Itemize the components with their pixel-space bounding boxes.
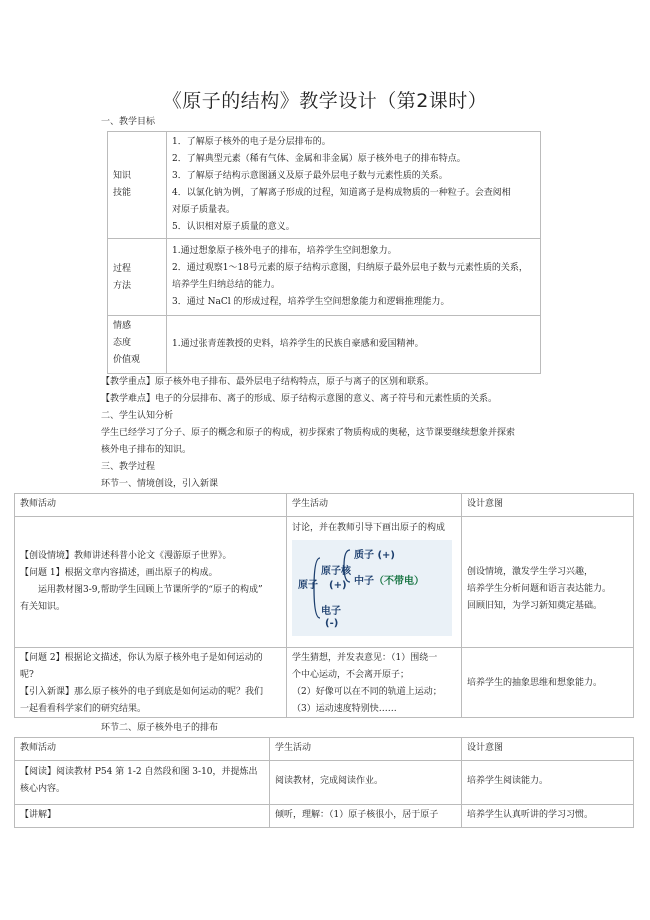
diagram-nucleus-charge: (+): [329, 580, 347, 591]
diagram-neutron: 中子（不带电）: [354, 576, 424, 587]
step2-header-intent: 设计意图: [467, 743, 504, 753]
step2-row2-teacher: 【讲解】: [20, 810, 57, 820]
diagram-proton: 质子 (+): [354, 550, 396, 561]
objective-item: 5．认识相对原子质量的意义。: [172, 222, 295, 232]
objective-item: 2．了解典型元素（稀有气体、金属和非金属）原子核外电子的排布特点。: [172, 154, 466, 164]
section-heading-objectives: 一、教学目标: [101, 117, 156, 127]
atom-structure-diagram: [292, 540, 452, 636]
objective-item: 1.通过张青莲教授的史料，培养学生的民族自豪感和爱国精神。: [172, 339, 424, 349]
step1-header-intent: 设计意图: [467, 499, 504, 509]
step1-row1-student: 讨论，并在教师引导下画出原子的构成: [292, 523, 446, 533]
page-title: 《原子的结构》教学设计（第2课时）: [162, 90, 488, 112]
step1-title: 环节一、情境创设，引入新课: [101, 479, 219, 489]
objective-item: 4．以氯化钠为例，了解离子形成的过程，知道离子是构成物质的一种粒子。会查阅相: [172, 188, 511, 198]
objective-item: 1.通过想象原子核外电子的排布，培养学生空间想象力。: [172, 246, 397, 256]
section-heading-process: 三、教学过程: [101, 462, 156, 472]
difficulties: 【教学难点】电子的分层排布、离子的形成、原子结构示意图的意义、离子符号和元素性质的关系。: [101, 394, 498, 404]
step2-row1-intent: 培养学生阅读能力。: [467, 776, 549, 786]
objective-item: 2．通过观察1～18号元素的原子结构示意图，归纳原子最外层电子数与元素性质的关系，: [172, 263, 528, 273]
step2-row2-intent: 培养学生认真听讲的学习习惯。: [467, 810, 594, 820]
section-heading-analysis: 二、学生认知分析: [101, 411, 174, 421]
step2-header-student: 学生活动: [275, 743, 312, 753]
diagram-atom-label: 原子: [298, 580, 318, 591]
step2-title: 环节二、原子核外电子的排布: [101, 723, 219, 733]
objective-label-values: 情感 态度 价值观: [113, 321, 141, 365]
objective-items-knowledge: [172, 134, 511, 236]
objective-label-process: 过程 方法: [113, 264, 132, 291]
objective-items-values: [172, 336, 424, 353]
step1-row1-teacher: 【创设情境】教师讲述科普小论文《漫游原子世界》。 【问题 1】根据文章内容描述，画出原子的构成。 运用教材图3-9,帮助学生回顾上节课所学的“原子的构成” 有关知识。: [20, 551, 263, 612]
diagram-nucleus-label: 原子核: [321, 566, 351, 577]
diagram-electron-label: 电子: [321, 606, 341, 617]
objective-label-knowledge: 知识 技能: [113, 171, 132, 198]
analysis-paragraph: 学生已经学习了分子、原子的概念和原子的构成，初步探索了物质构成的奥秘，这节课要继续想象并探索 核外电子排布的知识。: [101, 428, 516, 455]
objective-item: 对原子质量表。: [172, 205, 236, 215]
objective-item: 3．通过 NaCl 的形成过程，培养学生空间想象能力和逻辑推理能力。: [172, 297, 450, 307]
step2-row1-teacher: 【阅读】阅读教材 P54 第 1-2 自然段和图 3-10，并提炼出 核心内容。: [20, 767, 258, 794]
objective-item: 培养学生归纳总结的能力。: [172, 280, 281, 290]
step1-row2-intent: 培养学生的抽象思维和想象能力。: [467, 678, 603, 688]
objective-items-process: [172, 243, 528, 311]
step1-row1-intent: 创设情境，激发学生学习兴趣， 培养学生分析问题和语言表达能力。 回顾旧知，为学习新知奠定基础。: [467, 567, 612, 611]
step1-header-student: 学生活动: [292, 499, 329, 509]
key-points: 【教学重点】原子核外电子排布、最外层电子结构特点，原子与离子的区别和联系。: [101, 377, 435, 387]
step2-row2-student: 倾听，理解：（1）原子核很小，居于原子: [275, 810, 439, 820]
step2-header-teacher: 教师活动: [20, 743, 57, 753]
step1-header-teacher: 教师活动: [20, 499, 57, 509]
step1-row2-student: 学生猜想，并发表意见：（1）围绕一 个中心运动，不会离开原子； （2）好像可以在不同的轨道上运动； （3）运动速度特别快……: [292, 653, 442, 714]
diagram-electron-charge: (-): [325, 618, 339, 629]
step2-row1-student: 阅读教材，完成阅读作业。: [275, 776, 384, 786]
objective-item: 3．了解原子结构示意图涵义及原子最外层电子数与元素性质的关系。: [172, 171, 448, 181]
objective-item: 1．了解原子核外的电子是分层排布的。: [172, 137, 331, 147]
step1-row2-teacher: 【问题 2】根据论文描述，你认为原子核外电子是如何运动的 呢? 【引入新课】那么原子核外的电子到底是如何运动的呢？我们 一起看看科学家们的研究结果。: [20, 653, 264, 714]
